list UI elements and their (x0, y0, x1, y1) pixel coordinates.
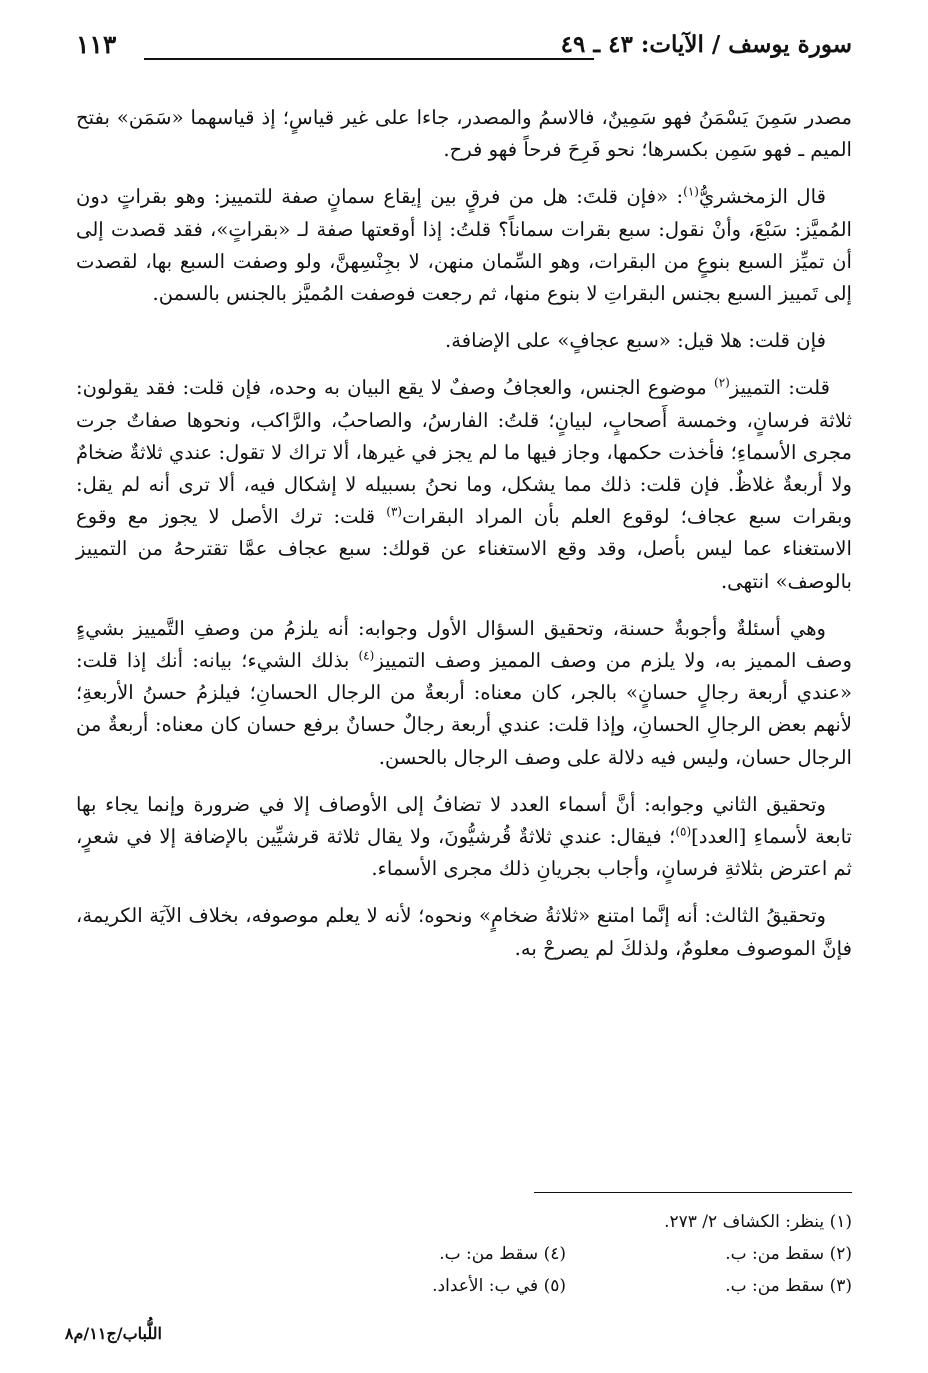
paragraph-text: وهي أسئلةٌ وأجوبةٌ حسنة، وتحقيق السؤال الأول وجوابه: أنه يلزمُ من وصفِ التَّمييز بشيءٍ وصف المميز به، ولا يلزم من وصف المميز وصف التمييز (76, 616, 853, 673)
paragraph-4 (76, 372, 852, 597)
paragraph-text: وتحقيق الثاني وجوابه: أنَّ أسماء العدد لا تضافُ إلى الأوصاف إلا في ضرورة وإنما يجاء بها تابعة لأسماءِ [العدد] (76, 792, 852, 849)
footnotes (312, 1206, 852, 1316)
footnote-ref-3[interactable]: (٣) (386, 504, 403, 519)
paragraph-text: بذلك الشيء؛ بيانه: أنك إذا قلت: «عندي أربعة رجالٍ حسانٍ» بالجر، كان معناه: أربعةٌ من الرجال الحسانِ؛ فيلزمُ حسنُ الأربعةِ؛ لأنهم بعض الرجالِ الحسانِ، وإذا قلت: عندي أربعة رجالٌ حسانٌ برفع حسان كان معناه: أربعةٌ من الرجال حسان، وليس فيه دلالة على وصف الرجال بالحسن. (76, 649, 852, 769)
running-header (76, 30, 852, 70)
paragraph-3 (76, 325, 852, 357)
volume-signature: اللُّباب/ج١١/م٨ (64, 1324, 162, 1343)
paragraph-text: مصدر سَمِنَ يَسْمَنُ فهو سَمِينٌ، فالاسمُ والمصدر، جاءا على غير قياسٍ؛ إذ قياسهما «سَمَن» بفتح الميم ـ فهو سَمِن بكسرها؛ نحو فَرِحَ فرحاً فهو فرح. (76, 106, 852, 162)
page-number: ١١٣ (76, 30, 117, 59)
footnote-5: (٥) في ب: الأعداد. (432, 1276, 566, 1296)
paragraph-text: : «فإن قلتَ: هل من فرقٍ بين إيقاع سمانٍ صفة للتمييز: وهو بقراتٍ دون المُميَّز: سَبْعَ، وأنْ نقول: سبع بقرات سماناً؟َ قلتُ: إذا أوقعتها صفة لـ «بقراتٍ»، فقد قصدت إلى أن تميِّز السبع بنوعٍ من البقرات، وهو السِّمان منهن، لا بجِنْسِهنَّ، ولو وصفت السبع بها، لقصدت إلى تَمييز السبع بجنس البقراتِ لا بنوع منها، ثم رجعت فوصفت المُميَّز بالجنس بالسمن. (76, 185, 852, 306)
paragraph-1 (76, 102, 852, 166)
footnote-1: (١) ينظر: الكشاف ٢/ ٢٧٣. (664, 1212, 852, 1232)
paragraph-text: قلت: ترك الأصل لا يجوز مع وقوع الاستغناء عما ليس بأصل، وقد وقع الاستغناء عن قولك: سبع عجاف عمَّا تقترحهُ من التمييز بالوصف» انتهى. (76, 505, 852, 593)
footnote-ref-5[interactable]: (٥) (675, 824, 692, 839)
footnote-ref-2[interactable]: (٢) (714, 375, 730, 390)
footnote-2: (٢) سقط من: ب. (725, 1244, 852, 1264)
footnote-3: (٣) سقط من: ب. (725, 1276, 852, 1296)
paragraph-2 (76, 181, 852, 310)
body-text (76, 102, 852, 980)
paragraph-text: موضوع الجنس، والعجافُ وصفٌ لا يقع البيان به وحده، فإن قلت: فقد يقولون: ثلاثة فرسانٍ، وخمسة أَصحابٍ، لبيانٍ؛ قلتُ: الفارسُ، والصاحبُ، والرَّاكب، ونحوها صفاتٌ جرت مجرى الأسماءِ؛ فأخذت حكمها، وجاز فيها ما لم يجز في غيرها، ألا تراك لا تقول: عندي ثلاثةٌ ضخامٌ ولا أربعةٌ غلاظٌ. فإن قلت: ذلك مما يشكل، وما نحنُ بسبيله لا إشكال فيه، ألا ترى أنه لم يقل: وبقرات سبع عجاف؛ لوقوع العلم بأن المراد البقرات (76, 376, 852, 529)
paragraph-6 (76, 789, 852, 886)
footnote-divider (534, 1192, 852, 1193)
paragraph-text: قال الزمخشريُّ (698, 185, 826, 209)
header-title: سورة يوسف / الآيات: ٤٣ ـ ٤٩ (560, 31, 852, 58)
paragraph-7 (76, 900, 852, 964)
header-rule (144, 58, 594, 60)
footnote-ref-1[interactable]: (١) (683, 184, 699, 199)
paragraph-5 (76, 613, 852, 774)
footnote-ref-4[interactable]: (٤) (358, 648, 375, 663)
paragraph-text: ؛ فيقال: عندي ثلاثةٌ قُرشيُّونَ، ولا يقال ثلاثة قرشيِّين بالإضافة إلا في شعرٍ، ثم اعترض بثلاثةِ فرسانٍ، وأجاب بجريانِ ذلك مجرى الأسماء. (76, 825, 852, 881)
paragraph-text: وتحقيقُ الثالث: أنه إنَّما امتنع «ثلاثةُ ضخامٍ» ونحوه؛ لأنه لا يعلم موصوفه، بخلاف الآيَة الكريمة، فإنَّ الموصوف معلومٌ، ولذلكَ لم يصرحْ به. (76, 904, 852, 960)
paragraph-text: فإن قلت: هلا قيل: «سبع عجافٍ» على الإضافة. (445, 329, 826, 353)
paragraph-text: قلت: التمييز (729, 376, 831, 400)
footnote-4: (٤) سقط من: ب. (439, 1244, 566, 1264)
